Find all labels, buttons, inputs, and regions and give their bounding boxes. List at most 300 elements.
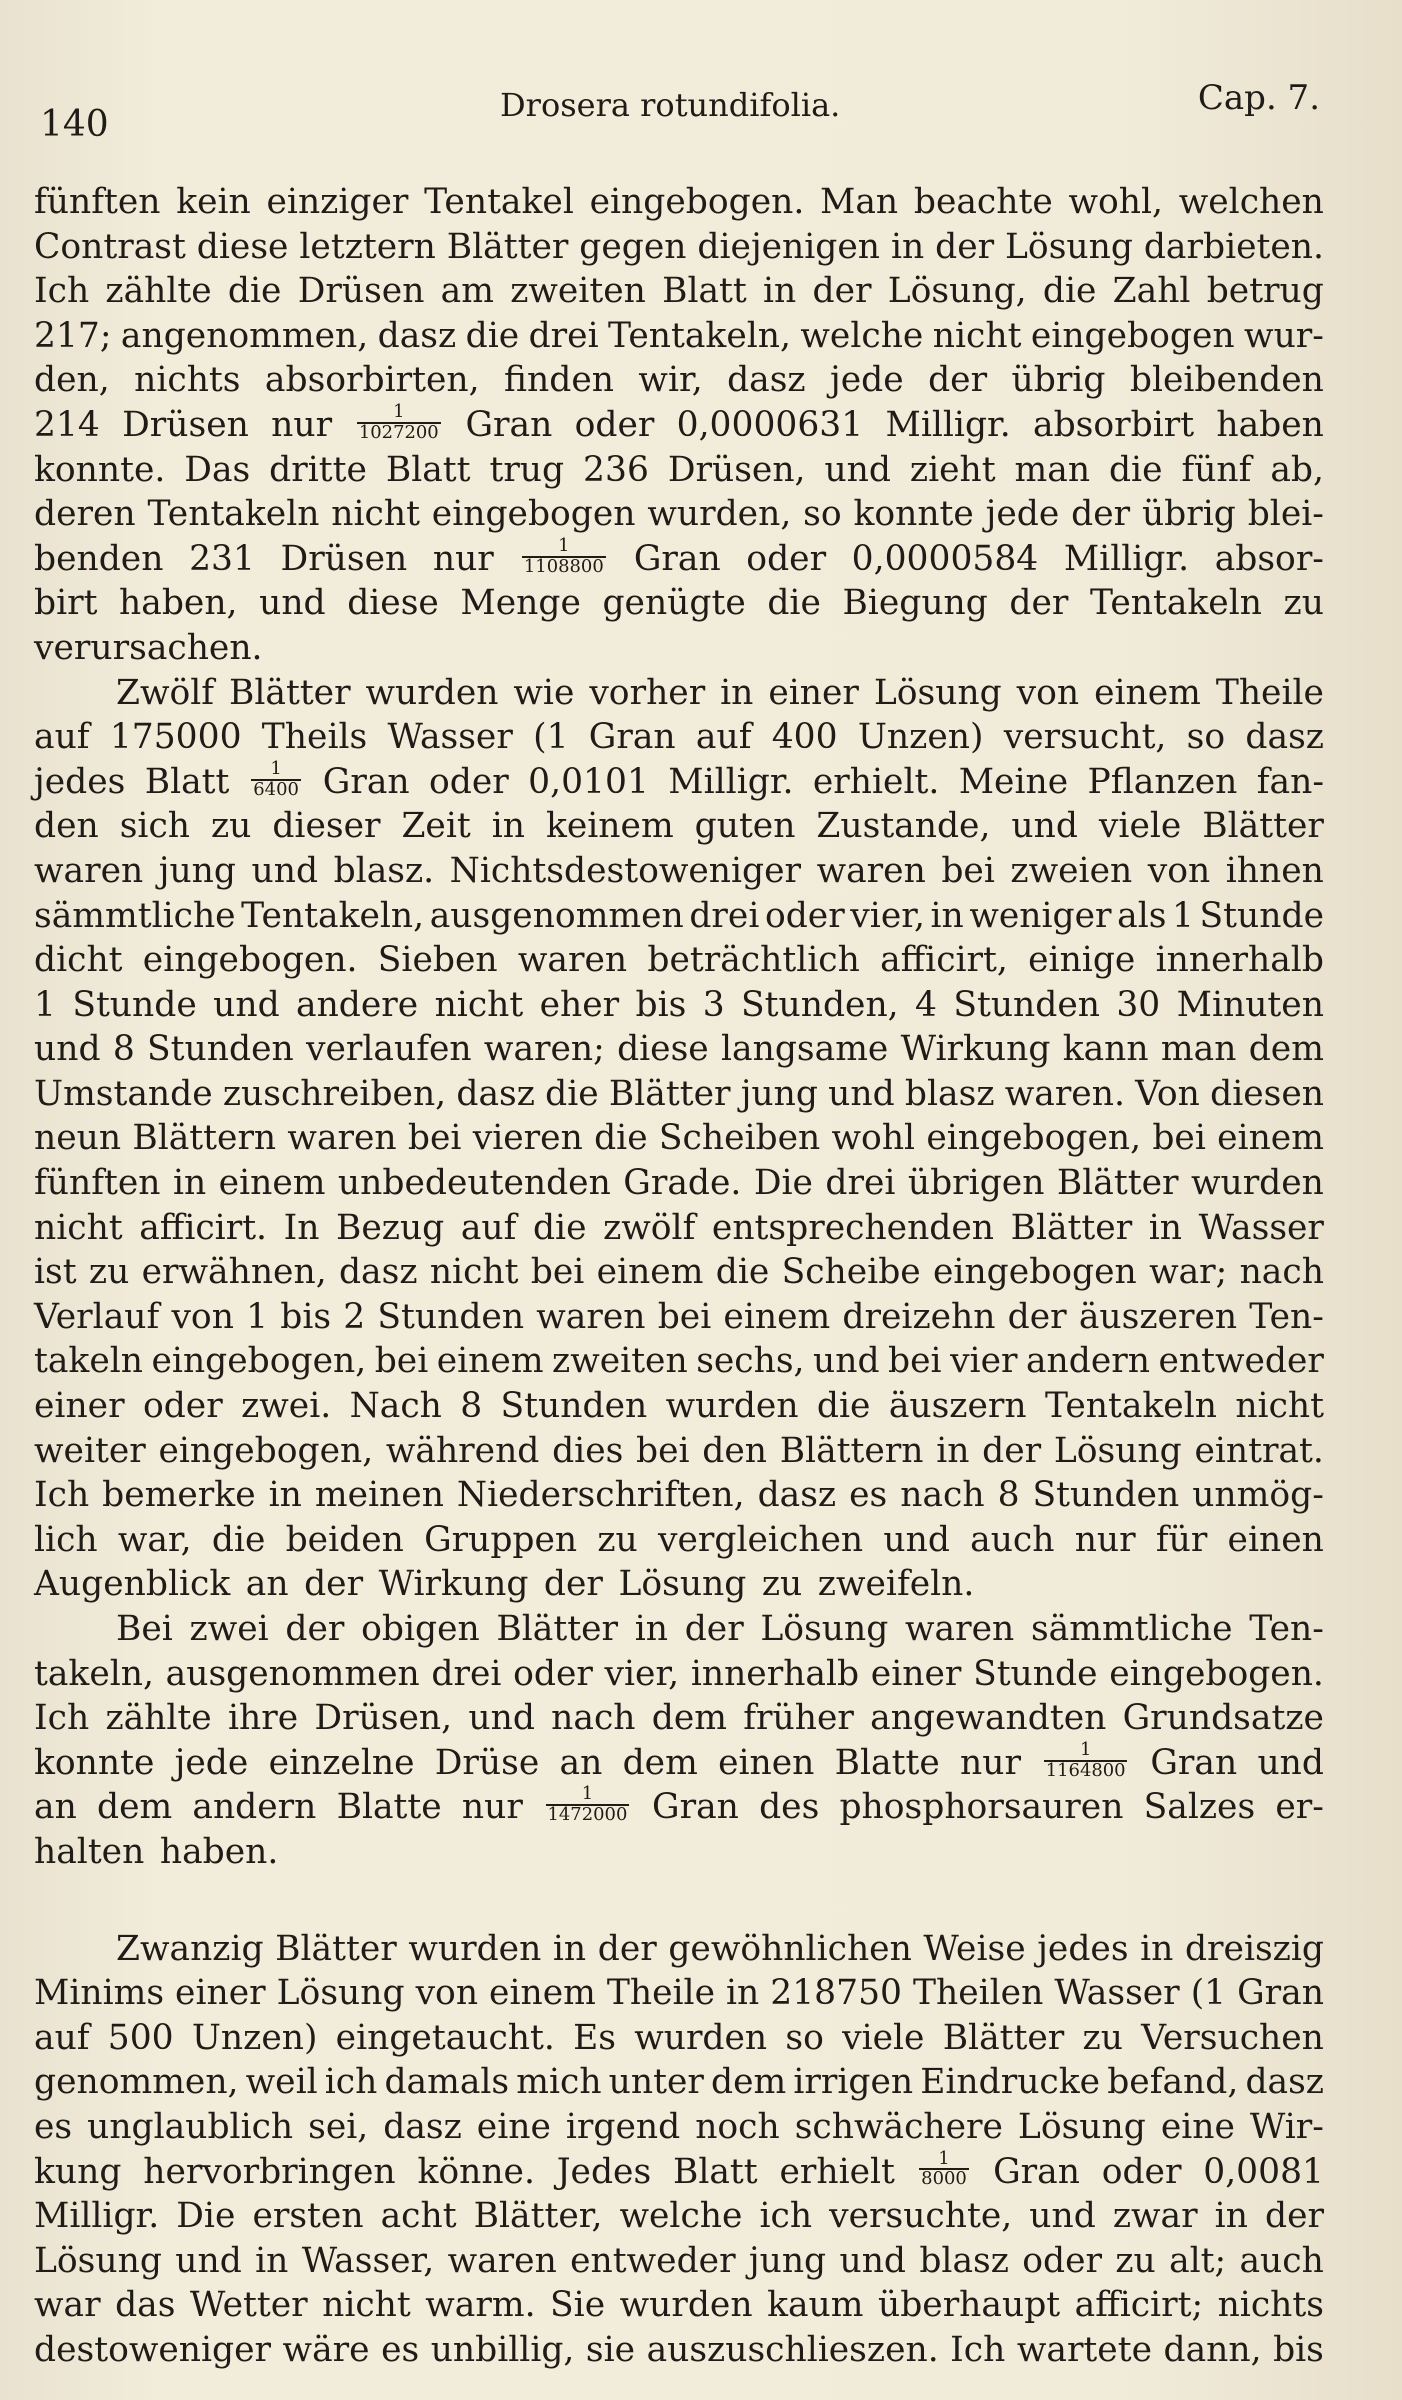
text-line [34,938,1324,983]
text-line [34,1971,1324,2016]
word: unbillig, [430,2329,575,2370]
word: waren [447,2240,557,2281]
word: Zahl [1112,271,1191,312]
word: drei [431,1653,502,1694]
word: Theils [261,717,368,758]
word: eingebogen [431,494,636,535]
word: dicht [34,940,123,981]
word: beiden [285,1519,404,1560]
word: mich [516,2062,602,2103]
word: der [597,1928,657,1969]
word: einzelne [268,1742,415,1783]
text-line [34,492,1324,537]
word: Wasser, [301,2240,435,2281]
word: dann, [1163,2329,1262,2370]
word: 8 [112,1029,135,1070]
fraction-denominator: 1164800 [1045,1759,1126,1781]
chapter-label: Cap. 7. [1197,78,1320,118]
word: Milligr. [885,404,1011,445]
word: in [1140,1928,1174,1969]
text-line [34,1161,1324,1206]
word: er- [1275,1787,1324,1828]
word: haben. [159,1831,279,1872]
word: neun [34,1118,122,1159]
word: kein [176,182,251,222]
word: die [816,1386,871,1427]
word: konnte. [34,449,166,490]
word: der [543,1564,603,1605]
word: 217; [34,315,112,356]
word: Zeit [401,806,471,847]
word: absor- [1214,538,1324,579]
text-line [34,2147,1324,2195]
word: Blatt [385,449,471,490]
word: fan- [1256,761,1324,802]
word: Theile [606,1973,715,2014]
paragraph-gap [34,1875,1324,1927]
word: Stunden [147,1029,294,1070]
fraction [522,534,605,582]
word: Milligr. [34,2196,160,2237]
word: innerhalb [690,1653,860,1694]
word: damals [384,2062,510,2103]
word: die [465,315,520,356]
word: Jedes [556,2151,652,2192]
word: auch [970,1519,1055,1560]
word: Wasser [1054,1973,1180,2014]
text-line [34,715,1324,760]
word: der [982,1430,1042,1471]
word: die [211,1519,266,1560]
text-line [34,1927,1324,1972]
word: Minims [34,1973,165,2014]
word: Wasser [387,717,513,758]
word: nichts [134,360,241,401]
word: Nichtsdestoweniger [449,850,802,891]
word: von [171,1296,234,1337]
word: Niederschriften, [456,1475,745,1516]
word: und [213,984,280,1025]
text-line [34,225,1324,270]
text-line [34,1830,1324,1875]
word: von [1016,672,1080,713]
word: Ich [34,271,90,312]
word: beachte [913,182,1053,222]
word: welche [619,2196,743,2237]
word: genommen, [34,2062,239,2103]
word: und [1011,806,1078,847]
word: wohl, [1068,182,1164,222]
word: und [883,1519,950,1560]
word: überhaupt [877,2285,1061,2326]
word: bei [888,1341,942,1382]
word: gegen [579,226,687,267]
word: waren [536,1296,646,1337]
word: Verlauf [34,1296,160,1337]
word: noch [695,2106,780,2147]
word: und [34,1029,101,1070]
text-line [34,269,1324,314]
word: Augenblick [34,1564,231,1605]
word: zweiten [552,1341,688,1382]
word: unter [608,2062,704,2103]
word: keinem [545,806,674,847]
word: Stunden [1032,1475,1180,1516]
word: zwei [189,1609,269,1649]
word: die [227,271,282,312]
word: entsprechenden [711,1207,995,1248]
word: 1 [1172,895,1194,936]
word: 236 [583,449,649,490]
word: die [594,1118,648,1159]
word: meinen [314,1475,444,1516]
word: kann [1062,1029,1149,1070]
word: wie [513,672,575,713]
word: eingebogen, [151,1341,367,1382]
word: jede [985,494,1060,535]
word: bleibenden [1129,360,1324,401]
text-line [34,1295,1324,1340]
word: blasz. [333,850,435,891]
text-line [34,314,1324,359]
word: an [34,1787,77,1828]
text-line [34,1607,1324,1652]
word: versuchte, [829,2196,1013,2237]
word: Sie [550,2285,606,2326]
word: oder [1101,2151,1182,2192]
word: nichts [1217,2285,1324,2326]
word: in [552,1928,587,1969]
word: wurden [619,2285,753,2326]
word: Stunden [500,1386,648,1427]
word: dem [651,1698,727,1739]
text-line [34,581,1324,626]
word: eingebogen. [1109,1653,1324,1694]
word: Lösung [760,1609,889,1649]
word: eingetaucht. [335,2017,555,2058]
fraction-denominator: 8000 [921,2168,967,2190]
text-line [34,1785,1324,1830]
word: dem [1248,1029,1324,1070]
word: und [839,2240,906,2281]
word: innerhalb [1155,940,1324,981]
word: Drüsen [280,538,408,579]
word: auf [695,717,752,758]
word: Tentakeln, [608,315,791,356]
word: nach [551,1698,636,1739]
word: 1 [34,984,56,1025]
word: 30 [1116,984,1161,1025]
word: 175000 [109,717,242,758]
word: dem [710,2062,787,2103]
word: die [1108,449,1163,490]
word: waren [287,1118,397,1159]
word: der [1007,1296,1067,1337]
word: gewöhnlichen [668,1928,912,1969]
word: und [828,1073,895,1114]
word: Milligr. [1063,538,1190,579]
text-line [34,1518,1324,1563]
word: Unzen) [857,717,984,758]
word: 3 [702,984,725,1025]
word: drei [528,315,599,356]
word: von [1147,850,1211,891]
word: Blätter [1010,1207,1133,1248]
fraction-numerator: 1 [1079,1738,1092,1760]
word: 1 [246,1296,269,1337]
word: 0,0000584 [851,538,1039,579]
word: ab, [1270,449,1324,490]
word: Wir- [1249,2106,1324,2147]
word: ausgenommen [429,895,684,936]
word: betrug [1206,271,1324,312]
word: der [684,1609,744,1649]
word: der [1264,2196,1324,2237]
text-line [34,2328,1324,2373]
word: einem [1094,672,1201,713]
word: in [930,895,964,936]
word: nicht [429,1252,519,1293]
word: Tentakeln, [241,895,425,936]
word: erhielt [779,2151,895,2192]
word: zu [88,1252,130,1293]
word: Blätter [608,1073,731,1114]
word: könne. [417,2151,535,2192]
text-line [34,1738,1324,1786]
word: die [767,583,821,624]
word: ersten [252,2196,364,2237]
word: schwächere [794,2106,1003,2147]
word: Blättern [779,1430,924,1471]
word: ich [324,2062,378,2103]
text-line [34,2105,1324,2150]
word: Drüsen, [314,1698,453,1739]
text-line [34,534,1324,582]
word: einige [1028,940,1136,981]
word: Umstande [34,1073,213,1114]
word: Wirkung [900,1029,1051,1070]
word: Lösung [34,2240,162,2281]
word: bis [280,1296,332,1337]
word: dem [96,1787,173,1828]
word: deren [34,494,136,535]
word: Milligr. [668,761,794,802]
word: Blätter [446,226,569,267]
word: zu [1283,583,1324,624]
word: Versuchen [1141,2017,1324,2058]
word: Blättern [132,1118,277,1159]
word: Gran [1237,1973,1324,2014]
word: zwar [1112,2196,1198,2237]
word: Grade. [623,1163,742,1204]
text-line [34,1206,1324,1251]
word: finden [504,360,614,401]
word: in [726,1973,760,2014]
word: Nach [349,1386,442,1427]
word: am [440,271,494,312]
text-line [34,1652,1324,1697]
word: das [115,2285,176,2326]
word: und [175,2240,242,2281]
word: Tentakeln [147,494,320,535]
word: Sieben [377,940,498,981]
word: diese [196,226,289,267]
word: zählte [105,1698,212,1739]
word: dasz [338,1252,418,1293]
text-line [34,626,1324,671]
word: für [1155,1519,1208,1560]
word: 218750 [770,1973,902,2014]
word: und [1029,2196,1096,2237]
word: wurden [1190,1163,1324,1204]
word: irrigen [793,2062,914,2103]
word: nicht [932,315,1022,356]
word: andere [296,984,419,1025]
word: drei [825,1163,896,1204]
word: eine [1160,2106,1235,2147]
word: in [255,2240,289,2281]
word: halten [34,1831,145,1872]
word: nicht [434,984,524,1025]
word: zu [761,1564,803,1605]
word: Lösung [1053,1430,1182,1471]
word: wir, [638,360,703,401]
word: äuszern [888,1386,1027,1427]
word: jung [740,1073,818,1114]
word: weiter [34,1430,146,1471]
word: einem [1217,1118,1324,1159]
word: dies [552,1430,624,1471]
word: fünf [1181,449,1252,490]
text-line [34,1027,1324,1072]
word: Theile [1215,672,1324,713]
word: in [634,1609,668,1649]
word: wartete [1016,2329,1152,2370]
word: wurden [665,1386,799,1427]
word: auf [34,717,90,758]
fraction-numerator: 1 [393,400,405,422]
word: konnte [853,494,974,535]
word: weniger [969,895,1112,936]
word: in [491,806,525,847]
word: nur [1074,1519,1136,1560]
word: Blätter [1056,1163,1179,1204]
fraction-denominator: 6400 [253,778,299,800]
word: oder [574,404,655,445]
word: Bei [116,1609,173,1649]
word: eingebogen. [142,940,358,981]
word: eingebogen, [158,1430,374,1471]
word: nach [1239,1252,1324,1293]
text-line [34,894,1324,939]
word: benden [34,538,164,579]
word: weil [245,2062,318,2103]
word: einem [436,1341,544,1382]
word: waren. [1004,1073,1125,1114]
word: langsame [721,1029,889,1070]
word: Die [176,2196,236,2237]
word: phosphorsauren [839,1787,1124,1828]
word: trug [489,449,565,490]
word: Es [573,2017,616,2058]
word: Blätter [942,2017,1065,2058]
word: einem [723,1296,831,1337]
word: Blätter [229,672,351,713]
word: Gran [1150,1742,1238,1783]
word: blasz [919,2240,1009,2281]
word: Blätter [275,1928,397,1969]
fraction-denominator: 1472000 [547,1804,628,1826]
word: Blätter, [473,2196,603,2237]
word: wurden [365,672,499,713]
word: nur [960,1742,1021,1783]
word: 2 [343,1296,366,1337]
word: zweien [1010,850,1133,891]
word: takeln [34,1341,144,1382]
word: bei [1152,1118,1206,1159]
word: Gran [652,1787,739,1828]
text-line [34,1473,1324,1518]
word: übrigen [907,1163,1045,1204]
word: Wirkung [378,1564,529,1605]
word: den [34,806,99,847]
word: Gran [633,538,721,579]
word: Grundsatze [1122,1698,1324,1739]
word: bei [657,1296,712,1337]
word: (1 [533,717,569,758]
word: Stunde [973,1653,1098,1694]
word: entweder [570,2240,736,2281]
word: zwei. [241,1386,332,1427]
word: fünften [34,182,161,222]
word: die [532,1207,587,1248]
text-line [34,849,1324,894]
word: darbieten. [1143,226,1324,267]
word: einziger [266,182,409,222]
word: bis [635,984,687,1025]
word: haben, [119,583,238,624]
word: der [812,271,872,312]
word: auch [1239,2240,1324,2281]
word: sämmtliche [1030,1609,1233,1649]
word: Stunde [1199,895,1324,936]
word: oder [764,895,845,936]
word: Ich [34,1698,90,1739]
word: dasz [377,315,457,356]
word: Menge [460,583,581,624]
word: waren [905,1609,1015,1649]
fraction-numerator: 1 [270,757,282,779]
word: übrig [1141,494,1236,535]
word: dasz [1245,717,1324,758]
word: Blatte [834,1742,940,1783]
word: auszuschlieszen. [646,2329,939,2370]
word: Gran [322,761,410,802]
word: zweiten [510,271,646,312]
word: und [251,850,319,891]
word: Ich [950,2329,1006,2370]
word: jung [748,2240,827,2281]
word: einem [489,1973,596,2014]
word: den, [34,360,110,401]
word: Weise [923,1928,1026,1969]
word: und [824,449,891,490]
word: waren [34,850,144,891]
word: diese [617,1029,709,1070]
word: einer [175,1973,266,2014]
word: (1 [1190,1973,1227,2014]
word: Tentakel [424,182,574,222]
